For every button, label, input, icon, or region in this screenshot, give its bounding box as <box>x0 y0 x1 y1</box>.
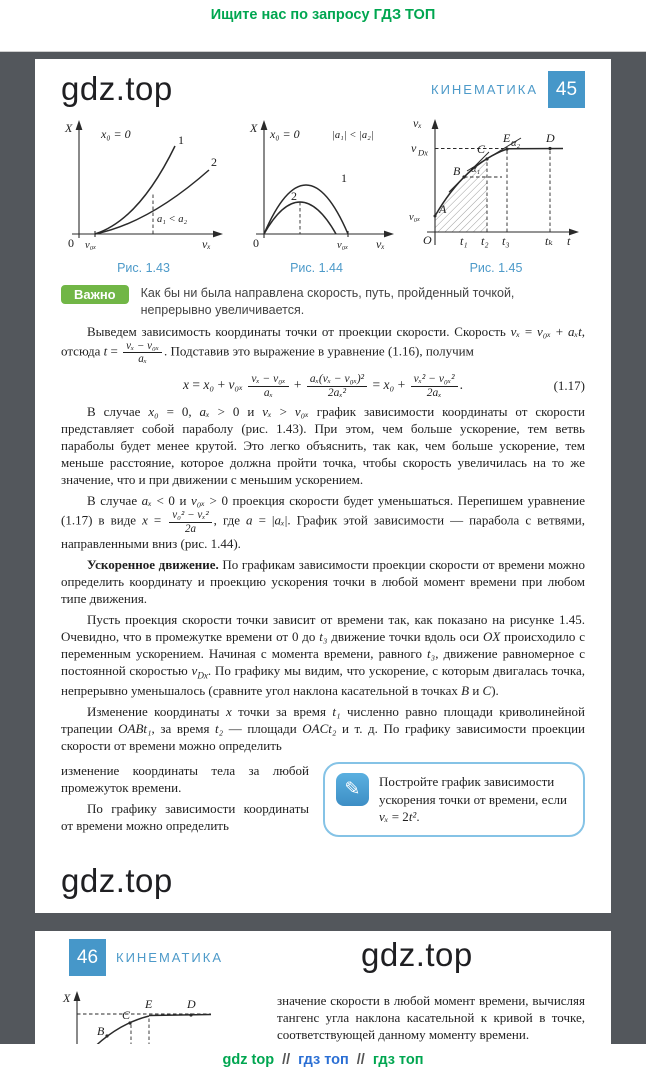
fig143-x0-label: x₀ = 0 <box>101 127 131 141</box>
paragraph-case-positive: В случае x₀ = 0, aₓ > 0 и vₓ > v₀ₓ график зависимости координаты от скорости представляет собой параболу (рис. 1.43). При этом, чем больше ускорение, тем ветвь параболы будет менее крутой. Это легко объяснить, так как, чем больше ускорение, тем меньше расстояние, которое должна пройти точка, чтобы скорость увеличилась на то же значение, что и при движении с меньшим ускорением. <box>61 404 585 488</box>
fig145-t2-label: t₂ <box>481 234 489 248</box>
footer-link-gdz-top-3[interactable]: гдз топ <box>372 1052 424 1068</box>
figure-1-44-graph <box>234 114 399 254</box>
fig143-origin-label: 0 <box>68 236 74 250</box>
paragraph-case-negative: В случае aₓ < 0 и v₀ₓ > 0 проекция скорости будет уменьшаться. Перепишем уравнение (1.17) в виде x = $\frac{\text{v₀² − vₓ²}}{2a}$ , где a = |aₓ|. График этой зависимости — парабола с ветвями, направленными вниз (рис. 1.44). <box>61 493 586 551</box>
fig146-axis-y-label: X <box>63 991 71 1006</box>
fig144-note-label: |a₁| < |a₂| <box>332 130 374 141</box>
fig146-point-D-label: D <box>187 997 196 1012</box>
figure-1-43-graph <box>61 114 226 254</box>
figure-1-44 <box>234 114 399 275</box>
fig143-caption: Рис. 1.43 <box>117 261 170 275</box>
paragraph-accelerated-motion: Ускоренное движение. По графикам зависимости проекции скорости от времени можно определить координату и проекцию ускорения точки в любой момент времени при любом типе движения. <box>61 556 586 606</box>
task-text: Постройте график зависимости ускорения точки от времени, если vₓ = 2t². <box>379 774 567 825</box>
fig145-t3-label: t₃ <box>502 234 510 248</box>
fig144-v0x-label: v₀ₓ <box>337 240 349 251</box>
footer-link-gdz-top-2[interactable]: гдз топ <box>298 1052 349 1068</box>
fig145-v0x-label: v₀ₓ <box>409 212 421 223</box>
fig145-axis-x-label: t <box>567 234 571 248</box>
footer-link-gdz-top-1[interactable]: gdz top <box>222 1052 275 1068</box>
fig145-caption: Рис. 1.45 <box>469 261 523 275</box>
fig145-alpha1-label: α₁ <box>471 164 481 175</box>
fig145-point-D-label: D <box>546 131 555 145</box>
chapter-title-45: КИНЕМАТИКА <box>431 82 538 97</box>
fig145-point-B-label: B <box>453 164 461 178</box>
chapter-header-45 <box>431 71 585 108</box>
page-number-badge-46: 46 <box>69 939 106 976</box>
fig144-axis-x-label: vₓ <box>376 237 385 251</box>
watermark-top: gdz.top <box>61 70 173 108</box>
pencil-task-icon: ✎ <box>336 773 369 806</box>
fig143-curve-2 <box>95 170 209 234</box>
left-column <box>61 758 309 834</box>
fig145-vdx-v-label: v <box>411 141 417 155</box>
chapter-title-46: КИНЕМАТИКА <box>116 950 223 966</box>
fig143-note-label: a₁ < a₂ <box>157 214 188 225</box>
fig145-tk-label: tₖ <box>545 234 553 248</box>
fig144-curve-1 <box>264 185 348 234</box>
fig145-point-C-label: C <box>477 142 486 156</box>
fig145-origin-label: O <box>423 233 432 247</box>
fig144-origin-label: 0 <box>253 236 259 250</box>
fig144-curve1-label: 1 <box>341 171 347 185</box>
footer-separator-1: // <box>282 1052 291 1068</box>
page-number-badge-45: 45 <box>548 71 585 108</box>
fig146-point-E-label: E <box>145 997 153 1012</box>
fig146-point-C-label: C <box>122 1008 131 1023</box>
fig144-caption: Рис. 1.44 <box>290 261 343 275</box>
paragraph-area-method: Изменение координаты x точки за время t₁ численно равно площади криволинейной трапеции OABt₁, за время t₂ — площади OACt₂ и т. д. По графику зависимости проекции скорости от времени можно определить <box>61 704 586 754</box>
fig143-axis-x-label: vₓ <box>202 237 211 251</box>
figure-1-45-graph <box>407 114 585 254</box>
paragraph-fig145-description: Пусть проекция скорости точки зависит от времени так, как показано на рисунке 1.45. Очевидно, что в промежутке времени от 0 до t₃ движение точки вдоль оси OX происходило с переменным ускорением. Начиная с момента времени, равного t₃, движение равномерное с постоянной скоростью $v_{Dx}$. По графику мы видим, что ускорение, с которым двигалась точка, непрерывно уменьшалось (сравните угол наклона касательной в точках B и C). <box>61 611 585 699</box>
fig143-v0x-label: v₀ₓ <box>85 240 97 251</box>
important-text: Как бы ни была направлена скорость, путь, пройденный точкой, непрерывно увеличивается. <box>140 286 515 317</box>
paragraph-derivation: Выведем зависимость координаты точки от проекции скорости. Скорость vₓ = v₀ₓ + aₓt, отсюда t = $\frac{\text{vₓ − v₀ₓ}}{\text{aₓ}}$ . Подставив это выражение в уравнение (1.16), получим <box>61 323 585 365</box>
two-column-section <box>61 758 585 837</box>
important-label: Важно <box>61 285 129 304</box>
fig145-point-E-label: E <box>503 131 511 145</box>
footer-separator-2: // <box>356 1052 365 1068</box>
fig145-alpha2-label: α₂ <box>511 138 521 149</box>
fig146-point-B-label: B <box>97 1024 105 1039</box>
watermark-page46: gdz.top <box>361 936 473 974</box>
fig144-x0-label: x₀ = 0 <box>270 127 300 141</box>
watermark-bottom: gdz.top <box>61 861 173 899</box>
figures-row <box>61 114 585 275</box>
banner-link[interactable]: Ищите нас по запросу ГДЗ ТОП <box>210 7 436 23</box>
paragraph-continuation: значение скорости в любой момент времени, вычисляя тангенс угла наклона касательной к кривой в точке, соответствующей данному моменту времени. <box>277 993 585 1043</box>
fig145-vdx-sub-label: Dx <box>418 147 428 158</box>
fig144-axis-y-label: X <box>250 121 258 135</box>
page45-header <box>61 71 585 108</box>
fig145-axis-y-label: vₓ <box>413 116 422 130</box>
fig143-curve2-label: 2 <box>211 155 217 169</box>
fig144-curve2-label: 2 <box>291 189 297 203</box>
page46-header <box>61 936 585 976</box>
textbook-page-45 <box>35 59 611 913</box>
footer-links <box>0 1044 646 1076</box>
figure-1-45 <box>407 114 585 275</box>
content-background <box>0 52 646 1076</box>
fig143-axis-y-label: X <box>65 121 73 135</box>
fig145-t1-label: t₁ <box>460 234 468 248</box>
fig143-curve1-label: 1 <box>178 133 184 147</box>
top-banner <box>0 0 646 52</box>
paragraph-coordinate-graph: По графику зависимости координаты от времени можно определить <box>61 801 309 834</box>
figure-1-43 <box>61 114 226 275</box>
equation-number: (1.17) <box>553 378 585 394</box>
equation-1-17 <box>61 373 585 399</box>
task-callout <box>323 762 585 837</box>
fig145-point-A-label: A <box>439 202 447 216</box>
paragraph-area-method-continued: изменение координаты тела за любой промежуток времени. <box>61 763 309 796</box>
important-note <box>61 285 585 319</box>
equation-body: x = x₀ + v₀ₓ $\frac{\text{vₓ − v₀ₓ}}{\text{aₓ}}$ + $\frac{\text{aₓ(vₓ − v₀ₓ)²}}{\text{2aₓ²}}$ = x₀ + $\frac{\text{vₓ² − v₀ₓ²}}{\text{2aₓ}}$ . <box>183 373 463 399</box>
